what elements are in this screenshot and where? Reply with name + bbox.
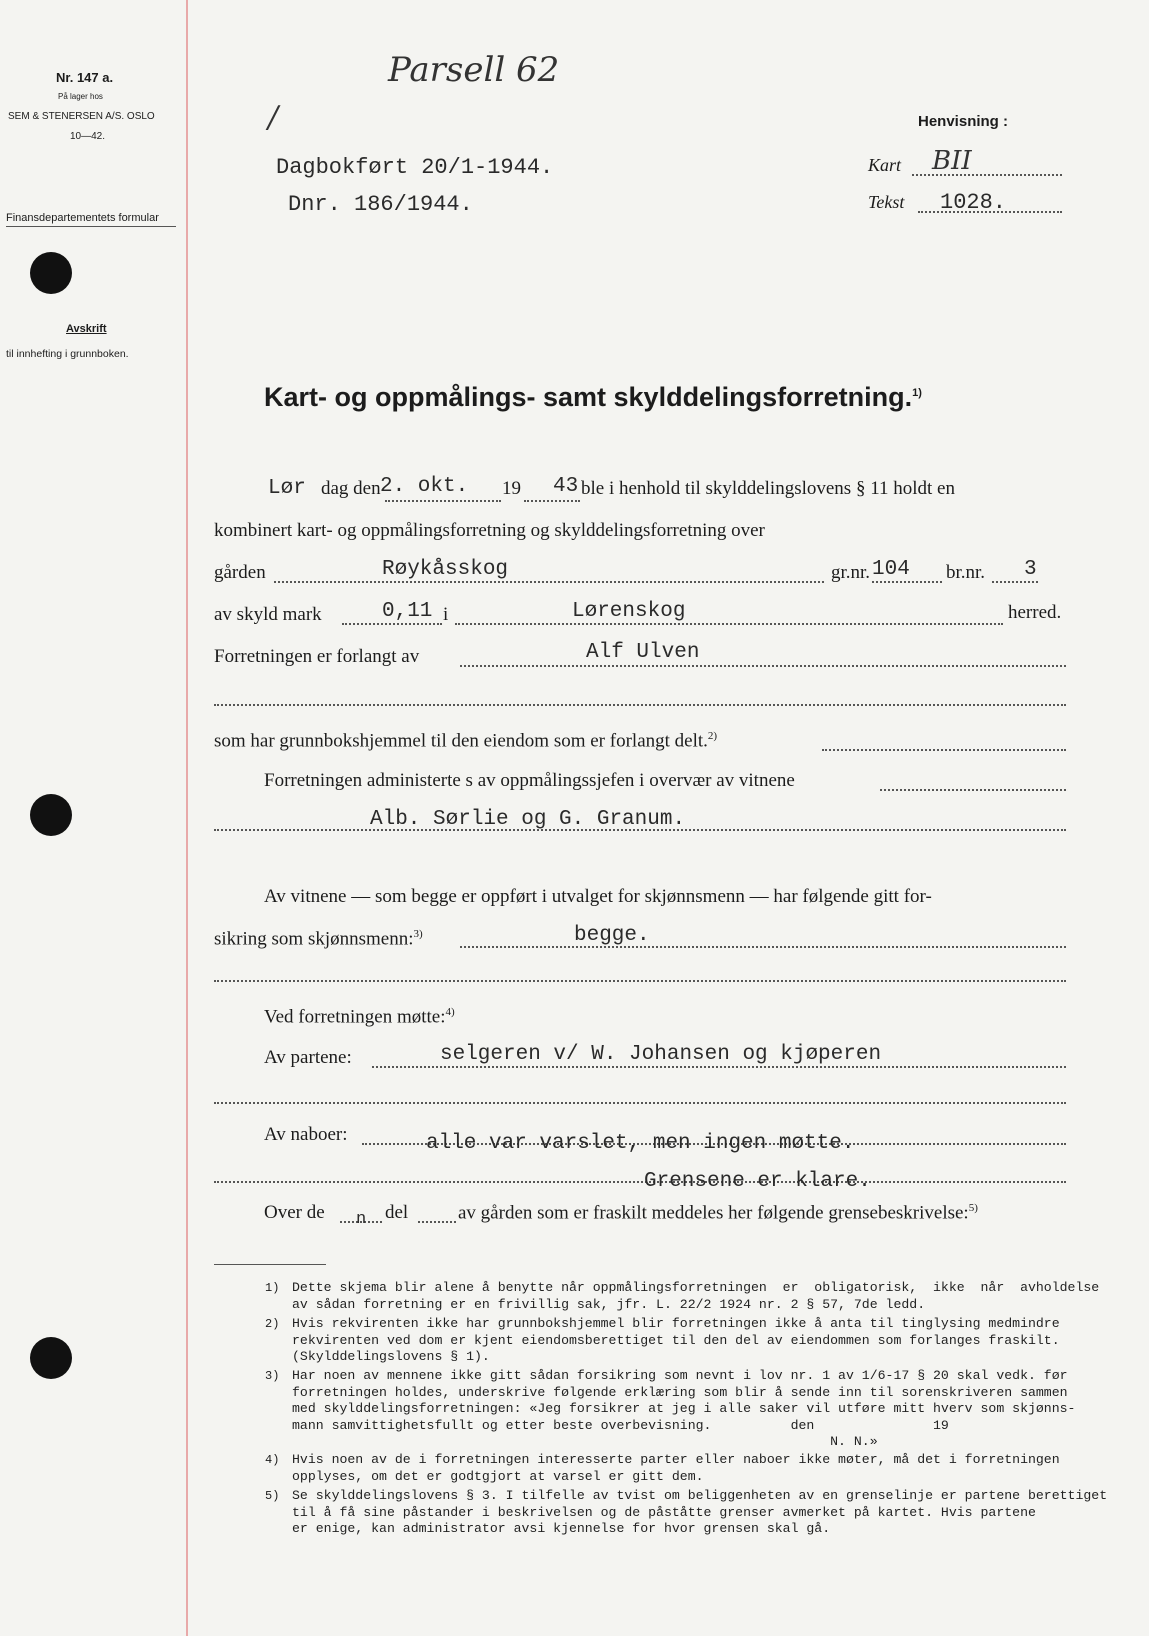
requested-value: Alf Ulven: [586, 641, 700, 664]
over-value: n: [356, 1210, 367, 1229]
garden-line: [274, 581, 824, 583]
line1-text: ble i henhold til skylddelingslovens § 11 holdt en: [581, 478, 955, 499]
over-text: av gården som er fraskilt meddeles her følgende grensebeskrivelse:$^{5)}$: [458, 1202, 978, 1224]
divider: [6, 226, 176, 227]
garden-value: Røykåsskog: [382, 558, 509, 581]
requested-label: Forretningen er forlangt av: [214, 646, 420, 667]
publisher-date: 10—42.: [70, 131, 106, 142]
form-number: Nr. 147 a.: [56, 70, 114, 85]
year-prefix: 19: [502, 478, 521, 499]
margin-rule: [186, 0, 188, 1636]
blank-line: [214, 704, 1066, 706]
year-line: [524, 500, 580, 502]
mote-label: Ved forretningen møtte:$^{4)}$: [264, 1006, 455, 1028]
footnote-text: Dette skjema blir alene å benytte når oppmålingsforretningen er obligatorisk, ikke når avholdelse av sådan forretning er en frivillig sak, jfr. L. 22/2 1924 nr. 2 § 57, 7de ledd.: [292, 1280, 1100, 1312]
punch-hole: [30, 1337, 72, 1379]
grnr-value: 104: [872, 558, 910, 581]
form-source: Finansdepartementets formular: [6, 212, 159, 224]
punch-hole: [30, 252, 72, 294]
footnote-number: 4): [265, 1453, 280, 1467]
herred-line: [455, 623, 1003, 625]
document-title: Kart- og oppmålings- samt skylddelingsforretning.$^{1)}$: [264, 382, 922, 412]
del-label: del: [385, 1202, 409, 1223]
requested-line: [460, 665, 1066, 667]
witnesses-value: Alb. Sørlie og G. Granum.: [370, 808, 686, 831]
footnote-number: 1): [265, 1281, 280, 1295]
admin-text: Forretningen administerte s av oppmålingssjefen i overvær av vitnene: [264, 770, 795, 791]
footnote-number: 3): [265, 1369, 280, 1383]
footnote-text: Se skylddelingslovens § 3. I tilfelle av tvist om beliggenheten av en grenselinje er partene berettiget til å få sine påstander i beskrivelsen og de påståtte grenser avmerket på kartet. Hvis partene er enige, kan administrator avsi kjennelse for hvor grensen skal gå.: [292, 1488, 1108, 1536]
date-line: [385, 500, 501, 502]
footnote-text: Har noen av mennene ikke gitt sådan forsikring som nevnt i lov nr. 1 av 1/6-17 § 20 skal vedk. før forretningen holdes, underskrive følgende erklæring som blir å sende inn til sorenskriveren sammen med skylddelingsforretningen: «Jeg forsikrer at jeg i alle saker vil utføre mitt hverv som skjønns- mann samvittighetsfullt og etter beste overbevisning. den 19 N. N.»: [292, 1368, 1076, 1449]
handwritten-mark: /: [268, 100, 279, 135]
admin-line: [880, 789, 1066, 791]
parcel-handwritten: Parsell 62: [388, 50, 560, 90]
skyld-label: av skyld mark: [214, 604, 322, 625]
publisher-name: SEM & STENERSEN A/S. OSLO: [8, 111, 155, 122]
grenser-line: [214, 1181, 1066, 1183]
tekst-label: Tekst: [868, 192, 905, 212]
herred-value: Lørenskog: [572, 600, 686, 623]
del-line: [418, 1221, 456, 1223]
footnote-rule: [214, 1264, 326, 1265]
publisher-line: På lager hos: [58, 92, 103, 101]
punch-hole: [30, 794, 72, 836]
footnote-text: Hvis rekvirenten ikke har grunnbokshjemmel blir forretningen ikke å anta til tinglysing medmindre rekvirenten ved dom er kjent eiendomsberettiget til den del av eiendommen som forlanges fraskilt. (Skylddelingslovens § 1).: [292, 1316, 1060, 1364]
grnr-line: [872, 581, 942, 583]
registered-date: Dagbokført 20/1-1944.: [276, 155, 554, 180]
brnr-label: br.nr.: [946, 562, 986, 583]
blank-line: [214, 1102, 1066, 1104]
skyld-i: i: [443, 604, 449, 625]
partene-value: selgeren v/ W. Johansen og kjøperen: [440, 1043, 882, 1066]
hjemmel-text: som har grunnbokshjemmel til den eiendom som er forlangt delt.$^{2)}$: [214, 730, 718, 752]
brnr-line: [992, 581, 1038, 583]
copy-note: til innhefting i grunnboken.: [6, 348, 129, 360]
date-value: 2. okt.: [380, 475, 469, 498]
kart-value: BII: [932, 146, 972, 176]
brnr-value: 3: [1024, 558, 1037, 581]
partene-line: [372, 1066, 1066, 1068]
line1-dag-den: dag den: [321, 478, 381, 499]
partene-label: Av partene:: [264, 1047, 352, 1068]
vitnene-text-1: Av vitnene — som begge er oppført i utvalget for skjønnsmenn — har følgende gitt for-: [264, 886, 932, 907]
dnr-number: Dnr. 186/1944.: [288, 192, 473, 217]
footnote-text: Hvis noen av de i forretningen interesserte parter eller naboer ikke møter, må det i forretningen opplyses, om det er godtgjort at varsel er gitt dem.: [292, 1452, 1060, 1484]
naboer-label: Av naboer:: [264, 1124, 348, 1145]
reference-label: Henvisning :: [918, 113, 1009, 130]
weekday-prefix: Lør: [268, 477, 306, 500]
footnote-number: 2): [265, 1317, 280, 1331]
line2-text: kombinert kart- og oppmålingsforretning og skylddelingsforretning over: [214, 520, 765, 541]
copy-label: Avskrift: [66, 323, 107, 335]
year-value: 43: [553, 475, 579, 498]
tekst-value: 1028.: [940, 190, 1007, 215]
naboer-value: alle var varslet, men ingen møtte.: [426, 1132, 855, 1155]
skyld-line: [342, 623, 442, 625]
vitnene-line: [460, 946, 1066, 948]
vitnene-text-2: sikring som skjønnsmenn:$^{3)}$: [214, 928, 423, 950]
blank-line: [214, 980, 1066, 982]
hjemmel-line: [822, 749, 1066, 751]
vitnene-value: begge.: [574, 924, 650, 947]
herred-label: herred.: [1008, 602, 1062, 623]
skyld-value: 0,11: [382, 600, 433, 623]
garden-label: gården: [214, 562, 266, 583]
footnote-number: 5): [265, 1489, 280, 1503]
kart-label: Kart: [868, 155, 902, 175]
grenser-value: Grensene er klare.: [644, 1170, 871, 1193]
witnesses-line: [214, 829, 1066, 831]
grnr-label: gr.nr.: [831, 562, 871, 583]
over-label: Over de: [264, 1202, 325, 1223]
